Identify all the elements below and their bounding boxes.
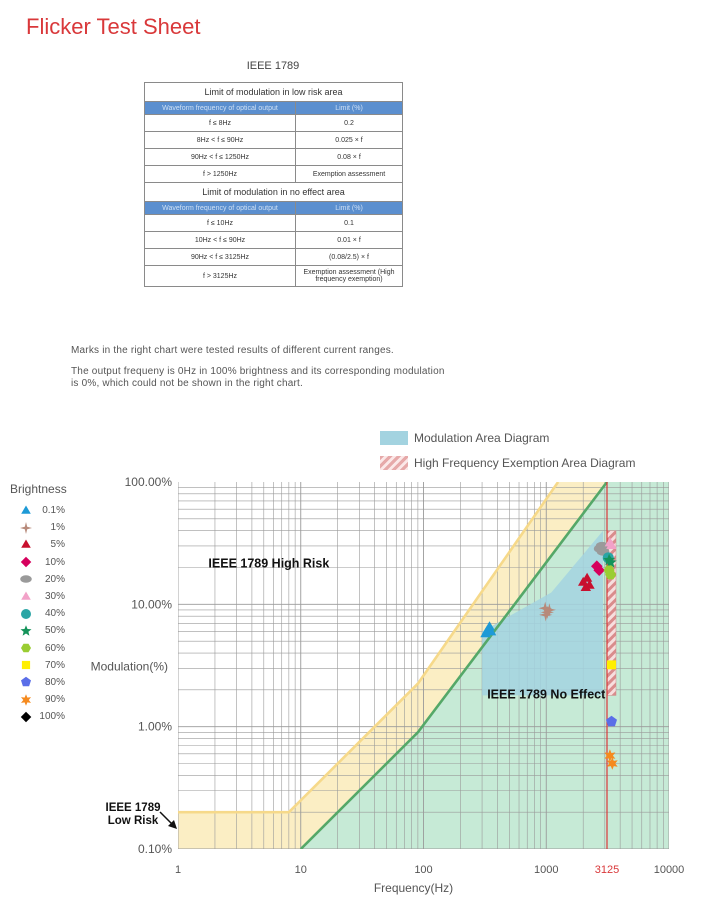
x-tick-label: 1	[174, 864, 182, 876]
table-cell: f ≤ 10Hz	[145, 215, 296, 232]
annotation-high-risk: IEEE 1789 High Risk	[208, 556, 330, 571]
brightness-legend-title: Brightness	[10, 482, 67, 496]
brightness-legend-label: 60%	[44, 642, 65, 654]
brightness-legend-label: 100%	[39, 711, 65, 723]
area-legend-label: Modulation Area Diagram	[414, 431, 550, 445]
table-cell: 0.08 × f	[296, 149, 403, 166]
brightness-legend-label: 5%	[50, 539, 65, 551]
x-tick-label: 10	[294, 864, 307, 876]
y-axis-label: Modulation(%)	[90, 659, 168, 674]
brightness-legend-label: 50%	[44, 625, 65, 637]
brightness-legend-label: 30%	[44, 591, 65, 603]
plot-area	[178, 482, 669, 849]
brightness-legend-label: 40%	[44, 608, 65, 620]
table-header-limit: Limit (%)	[296, 202, 403, 215]
y-tick-label: 1.00%	[137, 719, 172, 734]
x-axis-label: Frequency(Hz)	[373, 881, 454, 895]
y-tick-label: 10.00%	[131, 597, 172, 612]
table-cell: Exemption assessment (High frequency exemption)	[296, 266, 403, 287]
table-heading-no-effect: Limit of modulation in no effect area	[145, 183, 403, 202]
table-cell: 90Hz < f ≤ 1250Hz	[145, 149, 296, 166]
area-legend-label: High Frequency Exemption Area Diagram	[414, 456, 636, 470]
table-cell: 8Hz < f ≤ 90Hz	[145, 132, 296, 149]
page-title: Flicker Test Sheet	[26, 14, 201, 39]
y-tick-label: 0.10%	[137, 842, 172, 856]
table-cell: f > 3125Hz	[145, 266, 296, 287]
brightness-legend-label: 1%	[50, 522, 65, 534]
table-cell: 0.01 × f	[296, 232, 403, 249]
brightness-legend-label: 90%	[44, 694, 65, 706]
table-cell: 0.2	[296, 115, 403, 132]
table-cell: 10Hz < f ≤ 90Hz	[145, 232, 296, 249]
table-cell: Exemption assessment	[296, 166, 403, 183]
table-heading-low-risk: Limit of modulation in low risk area	[145, 83, 403, 102]
x-tick-label: 1000	[534, 864, 559, 876]
table-cell: f > 1250Hz	[145, 166, 296, 183]
brightness-legend-label: 20%	[44, 573, 65, 585]
brightness-legend-label: 70%	[44, 659, 65, 671]
x-tick-label: 100	[414, 864, 433, 876]
note-text: The output frequeny is 0Hz in 100% brightness and its corresponding modulation is 0%, which could not be shown in the right chart.	[71, 366, 445, 389]
table-header-limit: Limit (%)	[296, 102, 403, 115]
annotation-low-risk: IEEE 1789 Low Risk	[105, 802, 161, 827]
standard-label: IEEE 1789	[246, 60, 300, 72]
x-tick-label: 3125	[594, 864, 620, 876]
annotation-no-effect: IEEE 1789 No Effect	[487, 687, 606, 702]
table-header-frequency: Waveform frequency of optical output	[145, 202, 296, 215]
table-cell: 0.1	[296, 215, 403, 232]
table-header-frequency: Waveform frequency of optical output	[145, 102, 296, 115]
note-text: Marks in the right chart were tested results of different current ranges.	[71, 345, 394, 356]
data-point	[607, 660, 616, 669]
brightness-legend-label: 10%	[44, 556, 65, 568]
table-cell: 90Hz < f ≤ 3125Hz	[145, 249, 296, 266]
y-tick-label: 100.00%	[124, 475, 172, 489]
table-cell: f ≤ 8Hz	[145, 115, 296, 132]
brightness-legend-label: 80%	[44, 676, 65, 688]
table-cell: (0.08/2.5) × f	[296, 249, 403, 266]
table-cell: 0.025 × f	[296, 132, 403, 149]
x-tick-label: 10000	[653, 864, 685, 876]
brightness-legend-label: 0.1%	[42, 505, 65, 517]
